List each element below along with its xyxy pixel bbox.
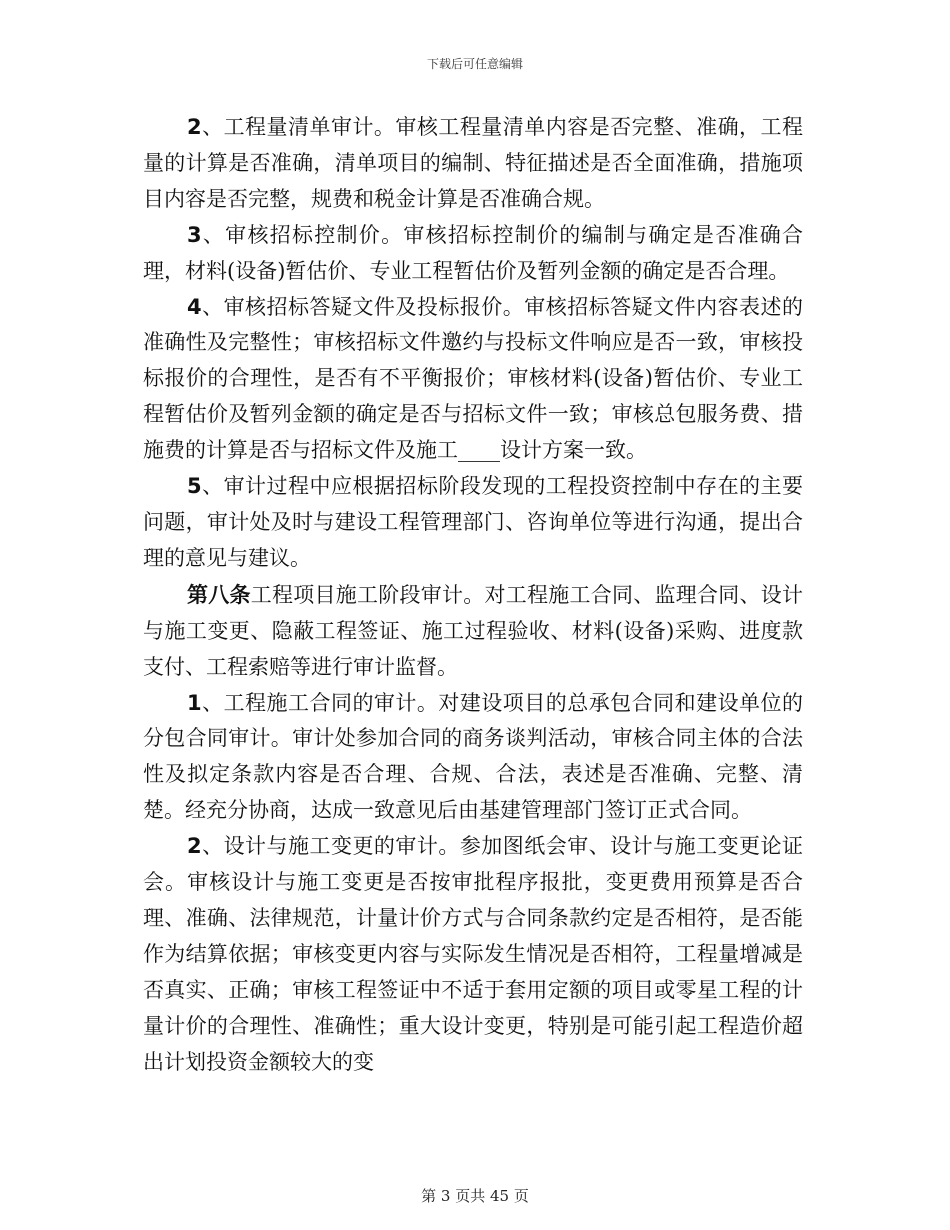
paragraph-text: 工程项目施工阶段审计。对工程施工合同、监理合同、设计与施工变更、隐蔽工程签证、施工过程验收、材料(设备)采购、进度款支付、工程索赔等进行审计监督。 (143, 582, 803, 679)
paragraph-number: 2 (187, 115, 202, 139)
paragraph (143, 469, 803, 577)
paragraph (143, 290, 803, 470)
paragraph-text: 、审核招标控制价。审核招标控制价的编制与确定是否准确合理，材料(设备)暂估价、专业工程暂估价及暂列金额的确定是否合理。 (143, 222, 803, 283)
paragraph-number: 4 (187, 294, 202, 319)
paragraph-text: 、设计与施工变更的审计。参加图纸会审、设计与施工变更论证会。审核设计与施工变更是否按审批程序报批，变更费用预算是否合理、准确、法律规范，计量计价方式与合同条款约定是否相符，是否能作为结算依据；审核变更内容与实际发生情况是否相符，工程量增减是否真实、正确；审核工程签证中不适于套用定额的项目或零星工程的计量计价的合理性、准确性；重大设计变更，特别是可能引起工程造价超出计划投资金额较大的变 (143, 834, 803, 1074)
paragraph-number: 1 (187, 690, 202, 715)
paragraph-number: 2 (187, 834, 202, 859)
article-heading: 第八条 (187, 581, 251, 607)
article-paragraph (143, 577, 803, 686)
paragraph-text: 、审计过程中应根据招标阶段发现的工程投资控制中存在的主要问题，审计处及时与建设工程管理部门、咨询单位等进行沟通，提出合理的意见与建议。 (143, 474, 803, 570)
paragraph-text: 、工程量清单审计。审核工程量清单内容是否完整、准确，工程量的计算是否准确，清单项目的编制、特征描述是否全面准确，措施项目内容是否完整，规费和税金计算是否准确合规。 (143, 115, 803, 211)
paragraph-text: 、工程施工合同的审计。对建设项目的总承包合同和建设单位的分包合同审计。审计处参加合同的商务谈判活动，审核合同主体的合法性及拟定条款内容是否合理、合规、合法，表述是否准确、完整、清楚。经充分协商，达成一致意见后由基建管理部门签订正式合同。 (143, 690, 803, 823)
page-header: 下载后可任意编辑 (426, 57, 523, 71)
paragraph-text: 、审核招标答疑文件及投标报价。审核招标答疑文件内容表述的准确性及完整性；审核招标文件邀约与投标文件响应是否一致，审核投标报价的合理性，是否有不平衡报价；审核材料(设备)暂估价、专业工程暂估价及暂列金额的确定是否与招标文件一致；审核总包服务费、措施费的计算是否与招标文件及施工____设计方案一致。 (143, 294, 803, 463)
paragraph (143, 686, 803, 830)
paragraph (143, 110, 803, 218)
paragraph-number: 3 (187, 222, 202, 247)
page-footer: 第 3 页共 45 页 (421, 1187, 529, 1205)
paragraph-number: 5 (187, 474, 202, 499)
document-body (143, 110, 803, 1080)
paragraph (143, 829, 803, 1080)
paragraph (143, 218, 803, 290)
